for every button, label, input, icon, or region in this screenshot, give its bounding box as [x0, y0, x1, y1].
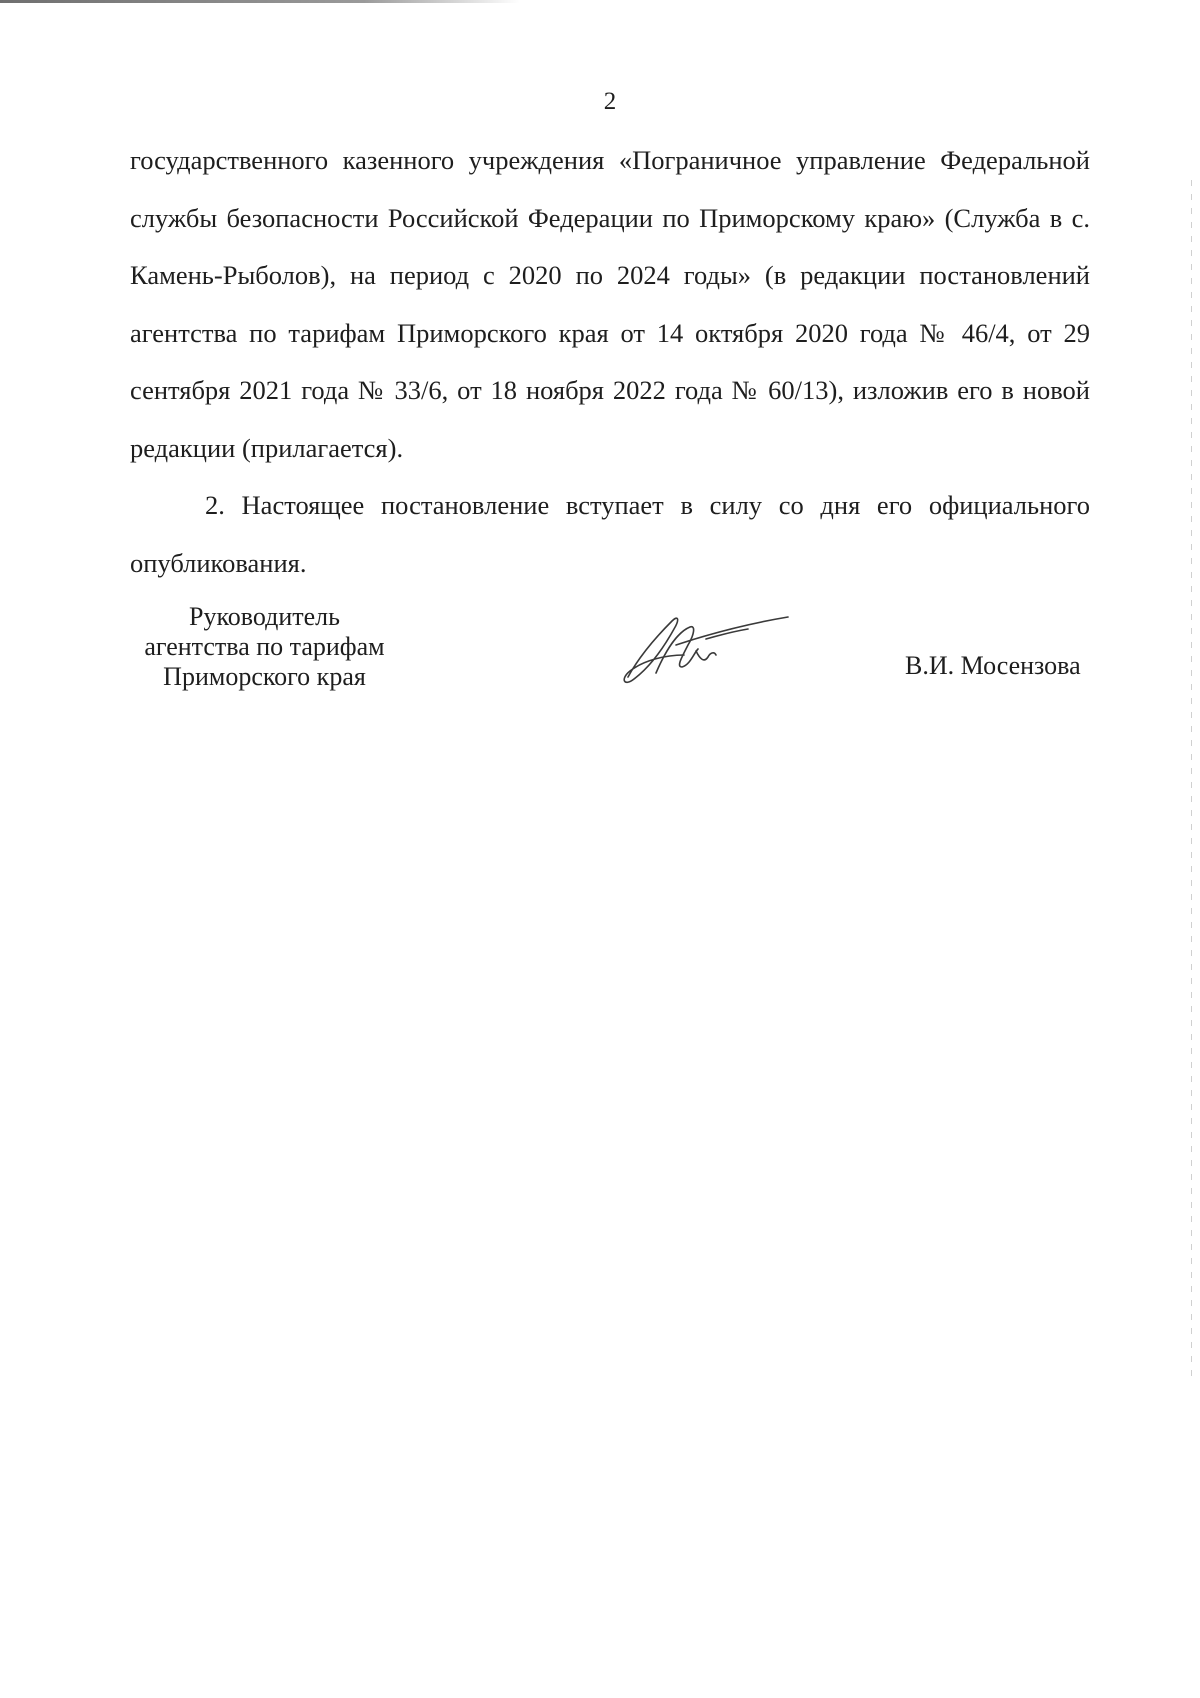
signatory-position-line: агентства по тарифам: [144, 632, 385, 661]
handwritten-signature: [610, 605, 800, 700]
signatory-position: [122, 602, 407, 692]
paragraph-clause-2: 2. Настоящее постановление вступает в силу со дня его официального опубликования.: [130, 490, 1090, 578]
scan-edge-noise: [1191, 180, 1192, 1380]
scan-edge-shadow: [0, 0, 520, 3]
signer-name: В.И. Мосензова: [905, 651, 1081, 680]
page-number: 2: [603, 88, 617, 115]
signatory-position-line: Приморского края: [163, 662, 366, 691]
document-body: [130, 132, 1090, 592]
paragraph-continuation: государственного казенного учреждения «Пограничное управление Федеральной службы безопасности Российской Федерации по Приморскому краю» (Служба в с. Камень-Рыболов), на период с 2020 по 2024 годы» (в редакции постановлений агентства по тарифам Приморского края от 14 октября 2020 года № 46/4, от 29 сентября 2021 года № 33/6, от 18 ноября 2022 года № 60/13), изложив его в новой редакции (прилагается).: [130, 145, 1090, 463]
signatory-position-line: Руководитель: [189, 602, 340, 631]
